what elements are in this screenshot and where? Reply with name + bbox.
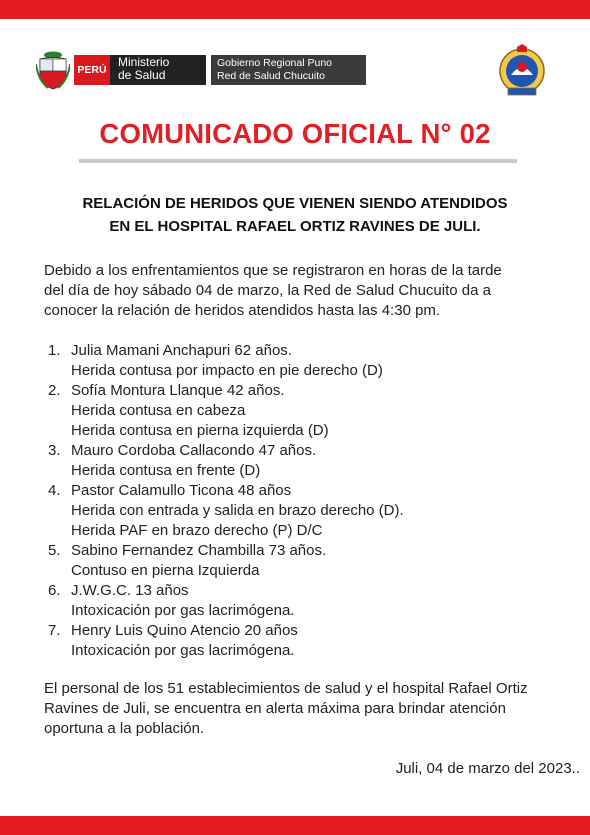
item-number: 6.	[48, 582, 61, 599]
intro-paragraph	[44, 261, 564, 321]
injury-detail: Intoxicación por gas lacrimógena.	[71, 602, 295, 619]
list-item	[48, 341, 404, 381]
government-label	[209, 55, 366, 85]
peru-national-seal-icon	[36, 50, 70, 90]
closing-line: Ravines de Juli, se encuentra en alerta máxima para brindar atención	[44, 700, 506, 717]
injured-name: Julia Mamani Anchapuri 62 años.	[71, 342, 292, 359]
list-item	[48, 481, 404, 541]
government-line-2: Red de Salud Chucuito	[217, 70, 325, 82]
peru-label: PERÚ	[74, 55, 110, 85]
item-number: 5.	[48, 542, 61, 559]
date-signature: Juli, 04 de marzo del 2023..	[395, 760, 580, 777]
injury-detail: Herida PAF en brazo derecho (P) D/C	[71, 522, 323, 539]
list-item	[48, 581, 404, 621]
injured-name: J.W.G.C. 13 años	[71, 582, 189, 599]
ministry-line-1: Ministerio	[118, 55, 170, 69]
subtitle	[0, 192, 590, 238]
injured-list	[48, 341, 404, 661]
red-de-salud-chucuito-crest-icon	[497, 44, 547, 98]
list-item	[48, 541, 404, 581]
item-number: 1.	[48, 342, 61, 359]
bottom-red-bar	[0, 816, 590, 835]
injured-name: Sabino Fernandez Chambilla 73 años.	[71, 542, 327, 559]
list-item	[48, 621, 404, 661]
government-line-1: Gobierno Regional Puno	[217, 57, 332, 69]
injured-name: Sofía Montura Llanque 42 años.	[71, 382, 285, 399]
page-title: COMUNICADO OFICIAL N° 02	[99, 118, 491, 149]
injury-detail: Herida contusa en frente (D)	[71, 462, 261, 479]
list-item	[48, 381, 404, 441]
closing-line: oportuna a la población.	[44, 720, 205, 737]
injury-detail: Intoxicación por gas lacrimógena.	[71, 642, 295, 659]
injured-name: Henry Luis Quino Atencio 20 años	[71, 622, 298, 639]
item-number: 3.	[48, 442, 61, 459]
item-number: 2.	[48, 382, 61, 399]
subtitle-line-2: EN EL HOSPITAL RAFAEL ORTIZ RAVINES DE JULI.	[109, 218, 481, 235]
subtitle-line-1: RELACIÓN DE HERIDOS QUE VIENEN SIENDO ATENDIDOS	[82, 195, 508, 212]
injury-detail: Herida contusa por impacto en pie derecho (D)	[71, 362, 383, 379]
list-item	[48, 441, 404, 481]
intro-line: conocer la relación de heridos atendidos hasta las 4:30 pm.	[44, 302, 441, 319]
injury-detail: Herida con entrada y salida en brazo derecho (D).	[71, 502, 404, 519]
ministry-label	[110, 55, 206, 85]
injury-detail: Contuso en pierna Izquierda	[71, 562, 260, 579]
closing-paragraph	[44, 679, 564, 739]
title-divider	[79, 159, 517, 163]
top-red-bar	[0, 0, 590, 19]
item-number: 4.	[48, 482, 61, 499]
injured-name: Mauro Cordoba Callacondo 47 años.	[71, 442, 317, 459]
ministry-line-2: de Salud	[118, 68, 166, 82]
item-number: 7.	[48, 622, 61, 639]
intro-line: Debido a los enfrentamientos que se registraron en horas de la tarde	[44, 262, 502, 279]
intro-line: del día de hoy sábado 04 de marzo, la Red de Salud Chucuito da a	[44, 282, 491, 299]
injury-detail: Herida contusa en pierna izquierda (D)	[71, 422, 329, 439]
injured-name: Pastor Calamullo Ticona 48 años	[71, 482, 292, 499]
injury-detail: Herida contusa en cabeza	[71, 402, 246, 419]
closing-line: El personal de los 51 establecimientos de salud y el hospital Rafael Ortiz	[44, 680, 528, 697]
